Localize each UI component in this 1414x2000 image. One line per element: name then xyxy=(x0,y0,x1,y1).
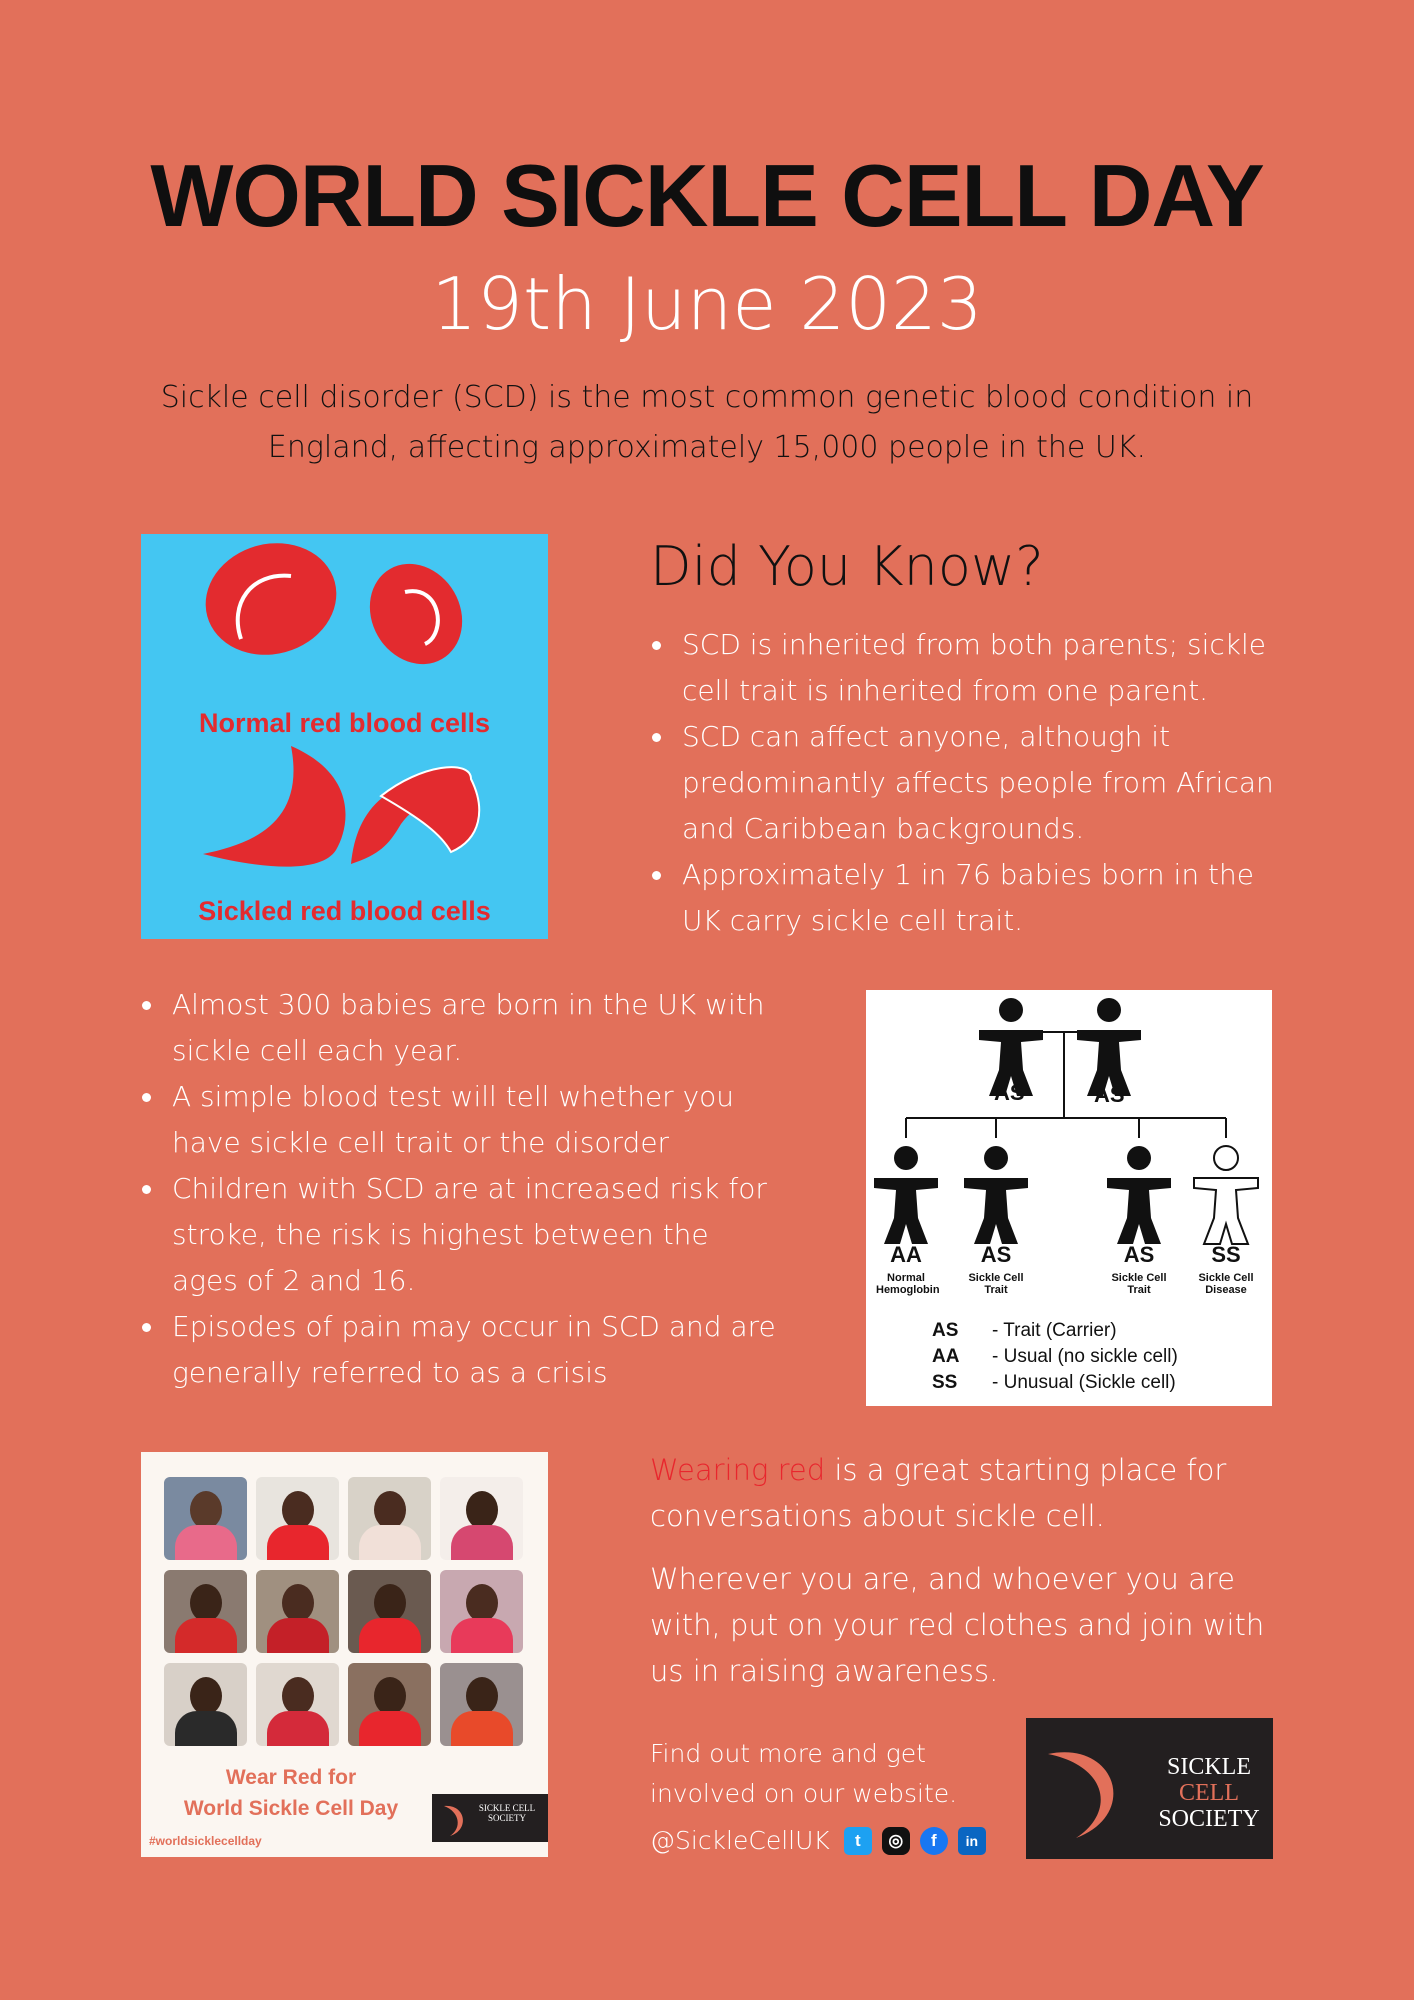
find-out-more-text: Find out more and get involved on our website. xyxy=(650,1739,958,1808)
child-genotype: AS xyxy=(980,1242,1012,1267)
key-code: AS xyxy=(932,1320,959,1341)
child-genotype: AA xyxy=(890,1242,922,1267)
photo xyxy=(164,1570,247,1653)
caption-line: World Sickle Cell Day xyxy=(183,1797,399,1820)
inheritance-diagram xyxy=(866,990,1272,1406)
child-description: Sickle Cell Disease xyxy=(1198,1272,1254,1296)
photo xyxy=(440,1477,523,1560)
child-genotype: AS xyxy=(1123,1242,1155,1267)
facebook-icon[interactable]: f xyxy=(920,1827,948,1855)
logo-line: SOCIETY xyxy=(1158,1806,1260,1832)
sickled-cells-label: Sickled red blood cells xyxy=(198,896,491,926)
awareness-paragraph: Wherever you are, and whoever you are with, put on your red clothes and join with us in raising awareness. xyxy=(650,1562,1265,1688)
child-description: Sickle Cell Trait xyxy=(968,1272,1024,1296)
genotype-key xyxy=(932,1318,1178,1396)
photo xyxy=(164,1477,247,1560)
child-description: Sickle Cell Trait xyxy=(1111,1272,1167,1296)
photo xyxy=(348,1663,431,1746)
parent-genotype: AS xyxy=(994,1080,1025,1105)
red-blood-cells-image xyxy=(141,534,548,939)
photo xyxy=(256,1477,339,1560)
intro-text: Sickle cell disorder (SCD) is the most common genetic blood condition in England, affecting approximately 15,000 people in the UK. xyxy=(160,380,1254,465)
key-meaning: - Unusual (Sickle cell) xyxy=(992,1372,1176,1393)
photo xyxy=(440,1570,523,1653)
photo xyxy=(164,1663,247,1746)
linkedin-icon[interactable]: in xyxy=(958,1827,986,1855)
wear-red-text: is a great starting place for conversations about sickle cell. xyxy=(650,1453,1227,1533)
mini-logo-text: SICKLE CELL SOCIETY xyxy=(478,1803,536,1823)
event-date: 19th June 2023 xyxy=(431,262,983,346)
did-you-know-heading: Did You Know? xyxy=(650,535,1044,598)
logo-text xyxy=(1154,1754,1264,1832)
photo xyxy=(256,1663,339,1746)
wear-red-collage xyxy=(141,1452,548,1857)
list-item: Children with SCD are at increased risk for stroke, the risk is highest between the ages of 2 and 16. xyxy=(140,1166,780,1304)
twitter-icon[interactable]: t xyxy=(844,1827,872,1855)
key-meaning: - Trait (Carrier) xyxy=(992,1320,1117,1341)
page-title: WORLD SICKLE CELL DAY xyxy=(150,146,1264,245)
did-you-know-list xyxy=(650,622,1290,944)
list-item: Approximately 1 in 76 babies born in the UK carry sickle cell trait. xyxy=(650,852,1290,944)
caption-line: Wear Red for xyxy=(225,1766,357,1789)
list-item: Almost 300 babies are born in the UK with sickle cell each year. xyxy=(140,982,780,1074)
key-code: SS xyxy=(932,1372,958,1393)
wear-red-paragraph xyxy=(650,1447,1290,1539)
sickle-cell-society-logo xyxy=(1026,1718,1273,1859)
crescent-icon xyxy=(1034,1718,1154,1859)
list-item: SCD can affect anyone, although it predominantly affects people from African and Caribbean backgrounds. xyxy=(650,714,1290,852)
photo xyxy=(348,1570,431,1653)
instagram-icon[interactable]: ◎ xyxy=(882,1827,910,1855)
key-code: AA xyxy=(932,1346,960,1367)
photo xyxy=(348,1477,431,1560)
hashtag: #worldsicklecellday xyxy=(149,1834,262,1848)
logo-line: CELL xyxy=(1179,1780,1239,1806)
wearing-red-highlight: Wearing red xyxy=(650,1453,826,1487)
child-genotype: SS xyxy=(1211,1242,1241,1267)
normal-cells-label: Normal red blood cells xyxy=(198,708,491,738)
facts-list xyxy=(140,982,780,1396)
mini-logo xyxy=(432,1794,548,1842)
parent-genotype: AS xyxy=(1094,1082,1125,1107)
child-description: Normal Hemoglobin xyxy=(876,1272,940,1296)
social-bar xyxy=(650,1826,986,1855)
crescent-icon xyxy=(436,1794,476,1842)
key-meaning: - Usual (no sickle cell) xyxy=(992,1346,1178,1367)
collage-caption xyxy=(141,1762,441,1824)
list-item: A simple blood test will tell whether you have sickle cell trait or the disorder xyxy=(140,1074,780,1166)
list-item: Episodes of pain may occur in SCD and are generally referred to as a crisis xyxy=(140,1304,780,1396)
photo xyxy=(440,1663,523,1746)
logo-line: SICKLE xyxy=(1167,1754,1251,1780)
list-item: SCD is inherited from both parents; sickle cell trait is inherited from one parent. xyxy=(650,622,1290,714)
social-handle[interactable]: @SickleCellUK xyxy=(650,1826,830,1855)
photo xyxy=(256,1570,339,1653)
